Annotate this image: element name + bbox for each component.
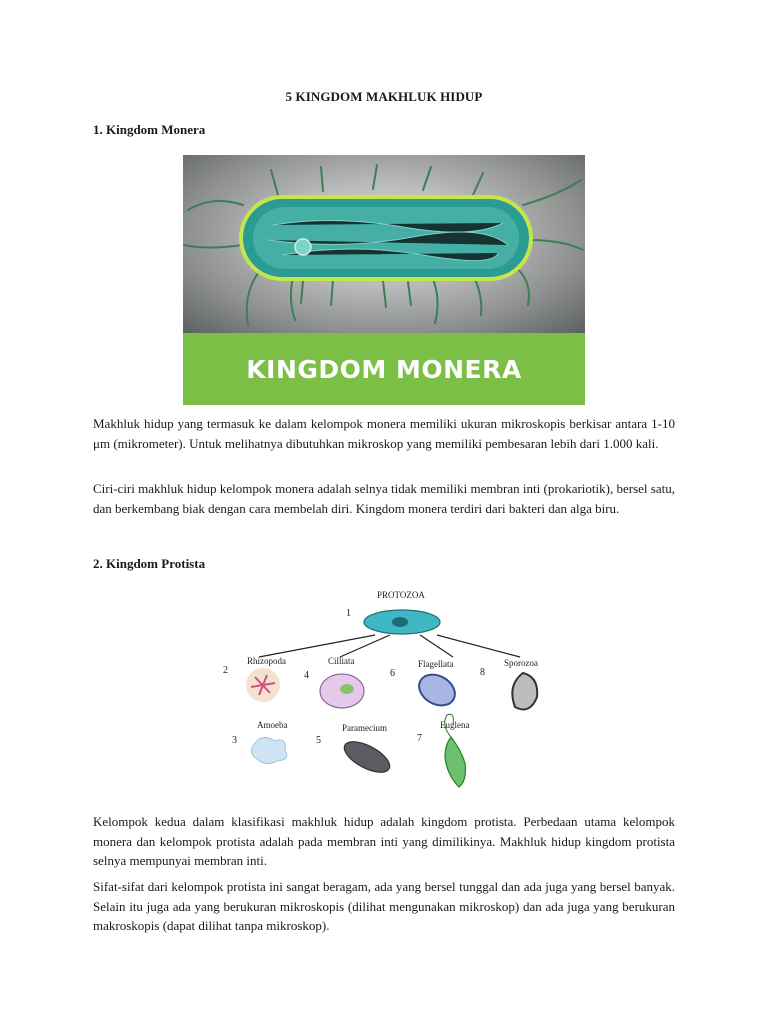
paramecium-cell: [340, 736, 394, 779]
protozoa-root-label: PROTOZOA: [377, 590, 425, 600]
monera-image: [183, 155, 585, 405]
protista-paragraph-1: Kelompok kedua dalam klasifikasi makhluk hidup adalah kingdom protista. Perbedaan utama kelompok monera dan kelompok protista adalah pada membran inti yang dimilikinya. Makhluk hidup kingdom protista selnya mempunyai membran inti.: [93, 814, 675, 868]
flagellata-cell: [414, 668, 461, 711]
diagram-label: 1: [346, 608, 351, 619]
section-heading-monera: 1. Kingdom Monera: [93, 122, 206, 137]
monera-paragraph-1: Makhluk hidup yang termasuk ke dalam kelompok monera memiliki ukuran mikroskopis berkisar antara 1-10 μm (mikrometer). Untuk melihatnya dibutuhkan mikroskop yang memiliki pembesaran lebih dari 1.000 kali.: [93, 416, 675, 451]
diagram-label: 5: [316, 735, 321, 746]
bacterium-illustration: [183, 155, 585, 333]
protozoa-diagram: [215, 585, 560, 800]
section-heading-protista: 2. Kingdom Protista: [93, 556, 206, 571]
amoeba-cell: [251, 737, 286, 763]
protista-paragraph-2: Sifat-sifat dari kelompok protista ini sangat beragam, ada yang bersel tunggal dan ada juga yang bersel banyak. Selain itu juga ada yang berukuran mikroskopis (dilihat mengunakan mikroskop) dan ada juga yang berukuran makroskopis (dapat dilihat tanpa mikroskop).: [93, 879, 675, 933]
sporozoa-cell: [512, 673, 537, 709]
monera-banner-label: KINGDOM MONERA: [246, 354, 522, 384]
diagram-label: Cilliata: [328, 656, 355, 666]
diagram-label: Amoeba: [257, 720, 288, 730]
diagram-label: Flagellata: [418, 659, 454, 669]
diagram-label: 2: [223, 665, 228, 676]
diagram-label: 8: [480, 667, 485, 678]
diagram-label: 4: [304, 670, 309, 681]
monera-banner: [183, 333, 585, 405]
diagram-label: 7: [417, 733, 422, 744]
diagram-label: Euglena: [440, 720, 470, 730]
document-title: 5 KINGDOM MAKHLUK HIDUP: [285, 89, 483, 104]
diagram-label: Paramecium: [342, 723, 387, 733]
monera-paragraph-2: Ciri-ciri makhluk hidup kelompok monera adalah selnya tidak memiliki membran inti (prokariotik), bersel satu, dan berkembang biak dengan cara membelah diri. Kingdom monera terdiri dari bakteri dan alga biru.: [93, 481, 675, 516]
diagram-label: 3: [232, 735, 237, 746]
euglena-cell: [445, 737, 465, 787]
diagram-label: Sporozoa: [504, 658, 538, 668]
diagram-label: 6: [390, 668, 395, 679]
diagram-label: Rhizopoda: [247, 656, 286, 666]
